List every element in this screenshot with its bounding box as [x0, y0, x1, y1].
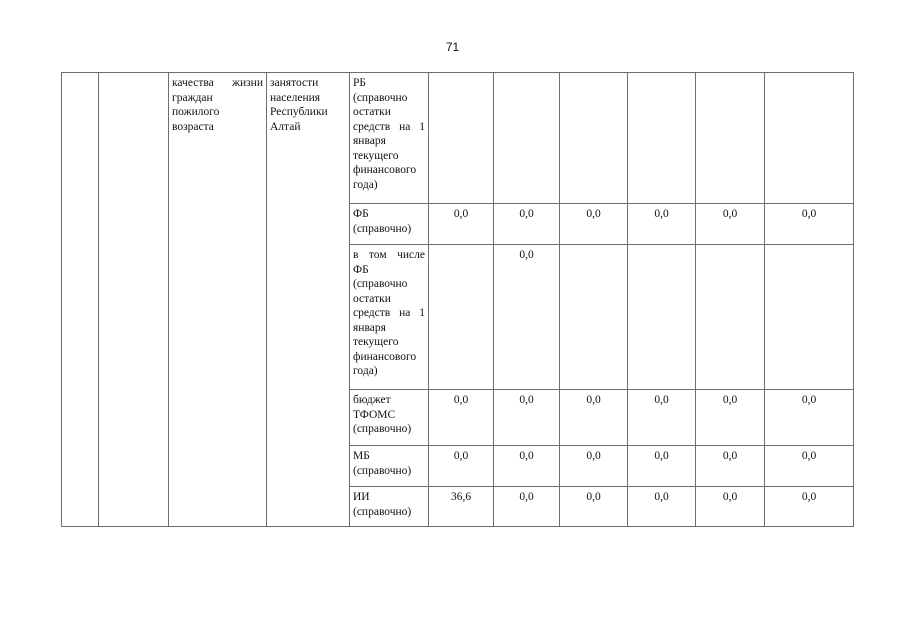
cell-line: возраста	[172, 120, 214, 133]
value-cell: 36,6	[429, 487, 494, 527]
responsible-cell	[267, 73, 350, 527]
value-cell: 0,0	[765, 390, 854, 446]
cell-line: качества жизни	[172, 77, 263, 89]
value-cell: 0,0	[560, 487, 628, 527]
cell-line: (справочно)	[353, 423, 412, 435]
cell-line: текущего	[353, 336, 399, 348]
cell-line: ТФОМС	[353, 408, 396, 421]
cell-line: Республики	[270, 106, 328, 118]
value-cell	[696, 73, 765, 204]
value-cell: 0,0	[765, 487, 854, 527]
cell-line: января	[353, 135, 386, 147]
budget-table	[61, 72, 854, 527]
page-number: 71	[445, 40, 460, 54]
cell-line: остатки	[353, 292, 391, 305]
cell-line: текущего	[353, 149, 399, 162]
source-cell	[350, 204, 429, 245]
source-cell	[350, 446, 429, 487]
value-cell: 0,0	[696, 390, 765, 446]
cell-line: средств на 1	[353, 307, 425, 319]
value-cell: 0,0	[628, 446, 696, 487]
value-cell: 0,0	[429, 446, 494, 487]
value-cell: 0,0	[429, 390, 494, 446]
value-cell	[628, 245, 696, 390]
cell-line: остатки	[353, 106, 391, 118]
value-cell: 0,0	[628, 390, 696, 446]
cell-line: января	[353, 321, 386, 334]
value-cell: 0,0	[560, 446, 628, 487]
cell-line: ИИ	[353, 491, 370, 503]
value-cell: 0,0	[494, 245, 560, 390]
value-cell: 0,0	[696, 204, 765, 245]
cell-line: Алтай	[270, 120, 301, 133]
cell-line: (справочно)	[353, 222, 412, 235]
source-cell	[350, 390, 429, 446]
value-cell: 0,0	[628, 487, 696, 527]
value-cell	[494, 73, 560, 204]
value-cell	[560, 245, 628, 390]
value-cell: 0,0	[765, 204, 854, 245]
source-cell	[350, 245, 429, 390]
value-cell	[429, 245, 494, 390]
value-cell: 0,0	[494, 446, 560, 487]
value-cell: 0,0	[628, 204, 696, 245]
value-cell: 0,0	[560, 204, 628, 245]
cell-line: бюджет	[353, 394, 391, 406]
value-cell: 0,0	[429, 204, 494, 245]
cell-line: средств на 1	[353, 120, 425, 133]
cell-line: ФБ	[353, 208, 369, 220]
cell-line: населения	[270, 91, 321, 104]
value-cell: 0,0	[494, 390, 560, 446]
cell-line: МБ	[353, 450, 370, 462]
source-cell	[350, 487, 429, 527]
cell-line: граждан	[172, 91, 213, 104]
source-cell	[350, 73, 429, 204]
cell-line: финансового	[353, 350, 417, 363]
value-cell: 0,0	[494, 487, 560, 527]
value-cell: 0,0	[560, 390, 628, 446]
value-cell: 0,0	[765, 446, 854, 487]
cell-col1	[62, 73, 99, 527]
measure-name-cell	[169, 73, 267, 527]
cell-line: финансового	[353, 164, 417, 176]
cell-line: ФБ	[353, 263, 369, 276]
cell-line: занятости	[270, 77, 319, 89]
cell-line: (справочно	[353, 278, 408, 290]
cell-line: (справочно)	[353, 505, 412, 518]
value-cell	[765, 245, 854, 390]
value-cell: 0,0	[696, 487, 765, 527]
cell-line: в том числе	[353, 249, 425, 261]
cell-line: года)	[353, 178, 378, 191]
value-cell	[765, 73, 854, 204]
cell-line: пожилого	[172, 106, 220, 118]
cell-line: РБ	[353, 77, 366, 89]
value-cell: 0,0	[696, 446, 765, 487]
value-cell: 0,0	[494, 204, 560, 245]
cell-line: (справочно)	[353, 464, 412, 477]
cell-line: года)	[353, 365, 378, 377]
cell-line: (справочно	[353, 91, 408, 104]
value-cell	[429, 73, 494, 204]
value-cell	[628, 73, 696, 204]
value-cell	[696, 245, 765, 390]
cell-col2	[99, 73, 169, 527]
value-cell	[560, 73, 628, 204]
table-row	[62, 73, 854, 204]
